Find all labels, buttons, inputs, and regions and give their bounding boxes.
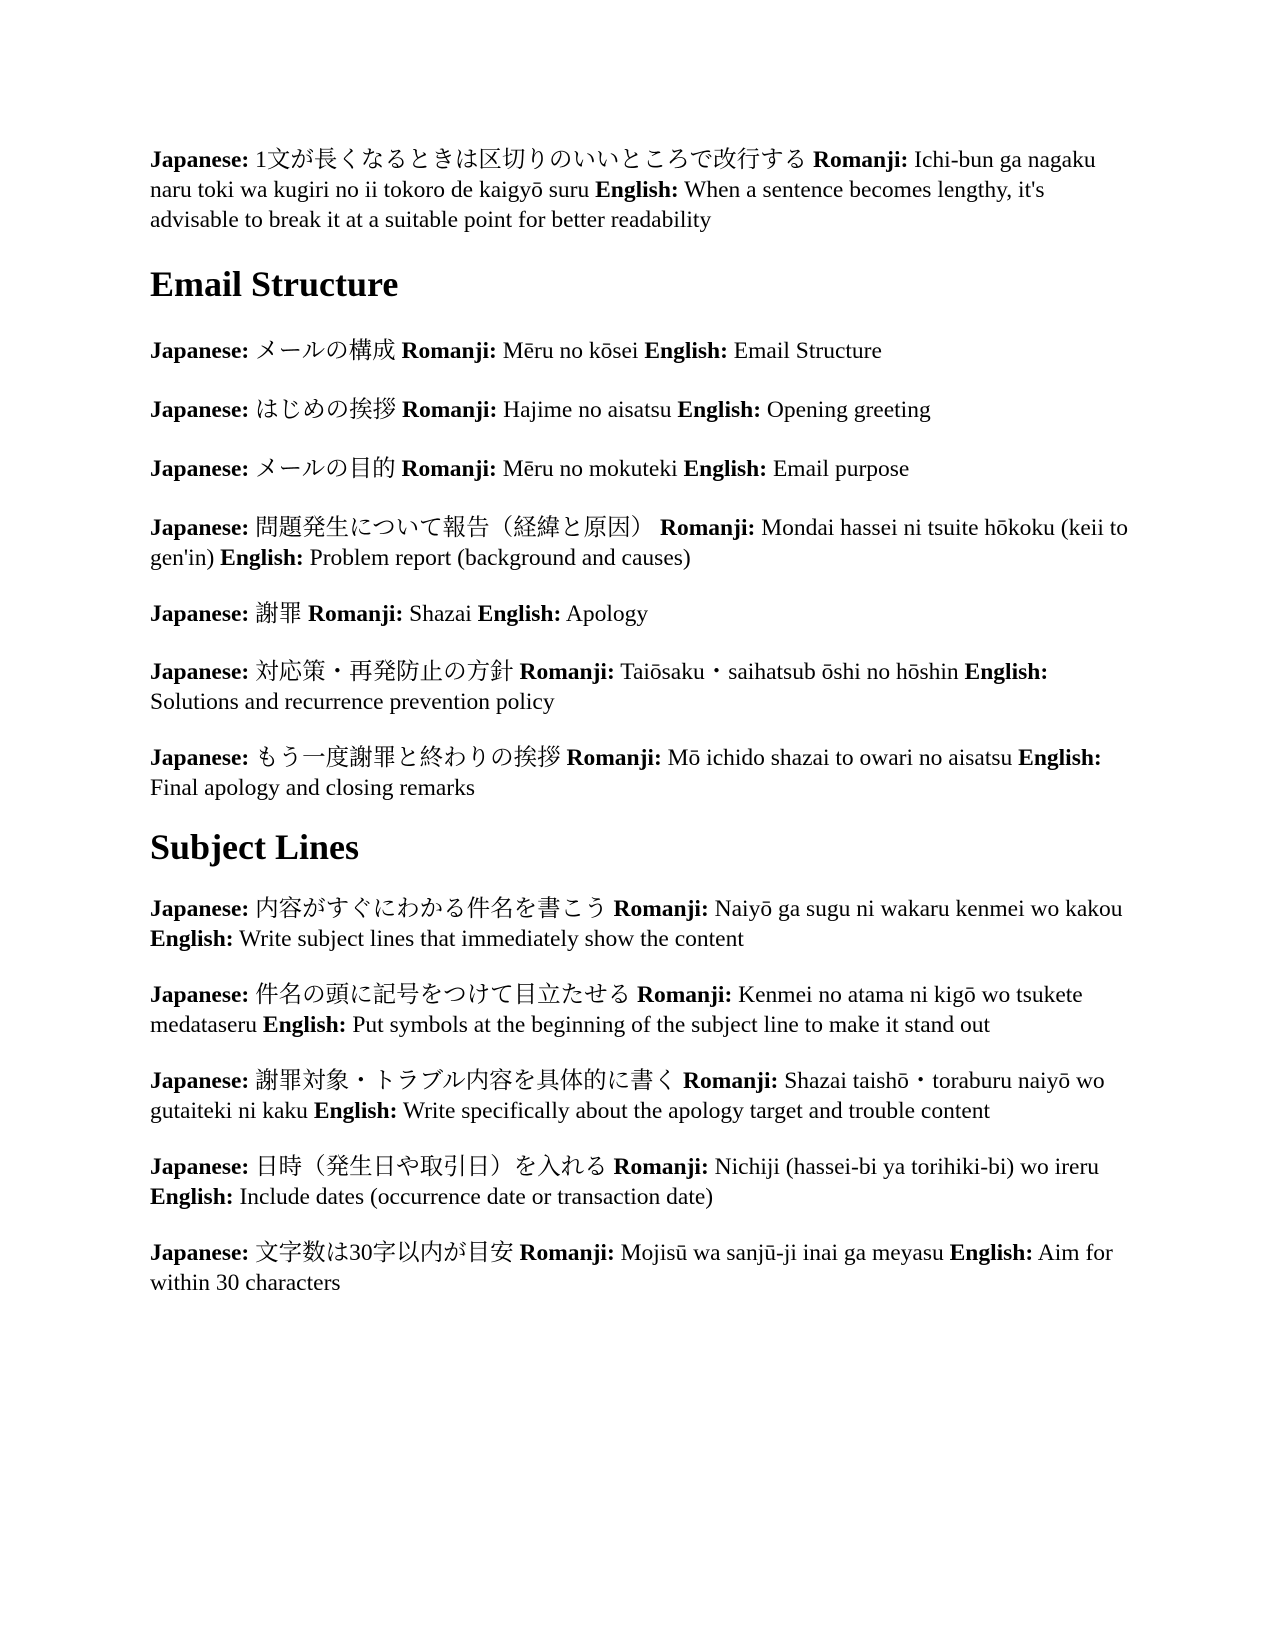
- romanji-text: Mojisū wa sanjū-ji inai ga meyasu: [620, 1240, 944, 1266]
- list-item: [150, 513, 1130, 573]
- english-text: Apology: [565, 601, 649, 627]
- english-label: English:: [644, 338, 728, 364]
- japanese-text: はじめの挨拶: [255, 397, 397, 423]
- japanese-text: メールの目的: [255, 456, 396, 482]
- list-item: [150, 1066, 1130, 1126]
- romanji-text: Hajime no aisatsu: [503, 397, 672, 423]
- romanji-text: Mō ichido shazai to owari no aisatsu: [667, 745, 1013, 771]
- japanese-label: Japanese:: [150, 1154, 250, 1180]
- english-label: English:: [949, 1240, 1034, 1266]
- romanji-label: Romanji:: [401, 456, 497, 482]
- english-text: Email purpose: [772, 456, 910, 482]
- list-item: [150, 336, 1130, 366]
- english-label: English:: [677, 397, 762, 423]
- romanji-text: Nichiji (hassei-bi ya torihiki-bi) wo ireru: [714, 1154, 1100, 1180]
- romanji-label: Romanji:: [401, 338, 497, 364]
- romanji-label: Romanji:: [566, 745, 662, 771]
- english-text: Write specifically about the apology target and trouble content: [402, 1098, 991, 1124]
- english-text: Final apology and closing remarks: [150, 775, 476, 801]
- romanji-text: Kenmei no atama ni kigō wo tsukete medataseru: [150, 982, 1083, 1038]
- japanese-label: Japanese:: [150, 1240, 250, 1266]
- romanji-text: Taiōsaku・saihatsub ōshi no hōshin: [620, 659, 959, 685]
- english-label: English:: [1018, 745, 1102, 771]
- romanji-label: Romanji:: [519, 659, 615, 685]
- japanese-text: 日時（発生日や取引日）を入れる: [255, 1154, 608, 1180]
- english-text: Email Structure: [733, 338, 882, 364]
- list-item: [150, 743, 1130, 803]
- list-item: [150, 395, 1130, 425]
- japanese-text: 件名の頭に記号をつけて目立たせる: [255, 982, 632, 1008]
- english-label: English:: [150, 926, 234, 952]
- english-text: Write subject lines that immediately show the content: [239, 926, 744, 952]
- english-label: English:: [595, 177, 679, 203]
- japanese-text: もう一度謝罪と終わりの挨拶: [255, 745, 561, 771]
- romanji-text: Shazai taishō・toraburu naiyō wo gutaiteki ni kaku: [150, 1068, 1105, 1124]
- english-text: Solutions and recurrence prevention policy: [150, 689, 555, 715]
- romanji-text: Mondai hassei ni tsuite hōkoku (keii to gen'in): [150, 515, 1129, 571]
- english-label: English:: [477, 601, 562, 627]
- japanese-label: Japanese:: [150, 659, 250, 685]
- japanese-label: Japanese:: [150, 397, 250, 423]
- japanese-text: 文字数は30字以内が目安: [255, 1240, 514, 1266]
- english-label: English:: [150, 1184, 234, 1210]
- list-item: [150, 894, 1130, 954]
- romanji-label: Romanji:: [613, 1154, 709, 1180]
- romanji-text: Shazai: [409, 601, 472, 627]
- list-item: [150, 657, 1130, 717]
- romanji-label: Romanji:: [613, 896, 709, 922]
- english-text: Problem report (background and causes): [309, 545, 691, 571]
- english-text: Put symbols at the beginning of the subject line to make it stand out: [352, 1012, 991, 1038]
- japanese-label: Japanese:: [150, 147, 250, 173]
- japanese-label: Japanese:: [150, 745, 250, 771]
- english-label: English:: [313, 1098, 398, 1124]
- japanese-label: Japanese:: [150, 515, 250, 541]
- list-item: [150, 454, 1130, 484]
- japanese-text: 内容がすぐにわかる件名を書こう: [255, 896, 608, 922]
- japanese-label: Japanese:: [150, 338, 250, 364]
- list-item: [150, 599, 1130, 629]
- section-heading-subject-lines: Subject Lines: [150, 827, 360, 867]
- english-label: English:: [220, 545, 304, 571]
- romanji-text: Naiyō ga sugu ni wakaru kenmei wo kakou: [714, 896, 1123, 922]
- section-heading-email-structure: Email Structure: [150, 264, 399, 304]
- romanji-label: Romanji:: [813, 147, 909, 173]
- romanji-label: Romanji:: [660, 515, 756, 541]
- japanese-label: Japanese:: [150, 456, 250, 482]
- romanji-label: Romanji:: [636, 982, 733, 1008]
- romanji-text: Ichi-bun ga nagaku naru toki wa kugiri no ii tokoro de kaigyō suru: [150, 147, 1096, 203]
- english-text: Aim for within 30 characters: [150, 1240, 1113, 1296]
- english-label: English:: [964, 659, 1049, 685]
- japanese-label: Japanese:: [150, 601, 250, 627]
- intro-entry: [150, 145, 1130, 235]
- romanji-text: Mēru no kōsei: [502, 338, 639, 364]
- japanese-text: 対応策・再発防止の方針: [255, 659, 514, 685]
- japanese-text: 謝罪対象・トラブル内容を具体的に書く: [255, 1068, 678, 1094]
- japanese-label: Japanese:: [150, 896, 250, 922]
- japanese-text: 1文が長くなるときは区切りのいいところで改行する: [255, 147, 808, 173]
- japanese-label: Japanese:: [150, 1068, 250, 1094]
- romanji-label: Romanji:: [307, 601, 404, 627]
- english-text: Include dates (occurrence date or transaction date): [239, 1184, 714, 1210]
- list-item: [150, 1238, 1130, 1298]
- romanji-label: Romanji:: [519, 1240, 615, 1266]
- japanese-text: 問題発生について報告（経緯と原因）: [255, 515, 655, 541]
- romanji-label: Romanji:: [401, 397, 498, 423]
- list-item: [150, 1152, 1130, 1212]
- japanese-text: 謝罪: [255, 601, 303, 627]
- document-page: [150, 147, 1130, 1298]
- japanese-label: Japanese:: [150, 982, 250, 1008]
- romanji-text: Mēru no mokuteki: [502, 456, 678, 482]
- english-label: English:: [262, 1012, 347, 1038]
- romanji-label: Romanji:: [683, 1068, 779, 1094]
- english-text: When a sentence becomes lengthy, it's advisable to break it at a suitable point for better readability: [150, 177, 1045, 233]
- list-item: [150, 980, 1130, 1040]
- english-label: English:: [683, 456, 768, 482]
- english-text: Opening greeting: [766, 397, 931, 423]
- japanese-text: メールの構成: [255, 338, 396, 364]
